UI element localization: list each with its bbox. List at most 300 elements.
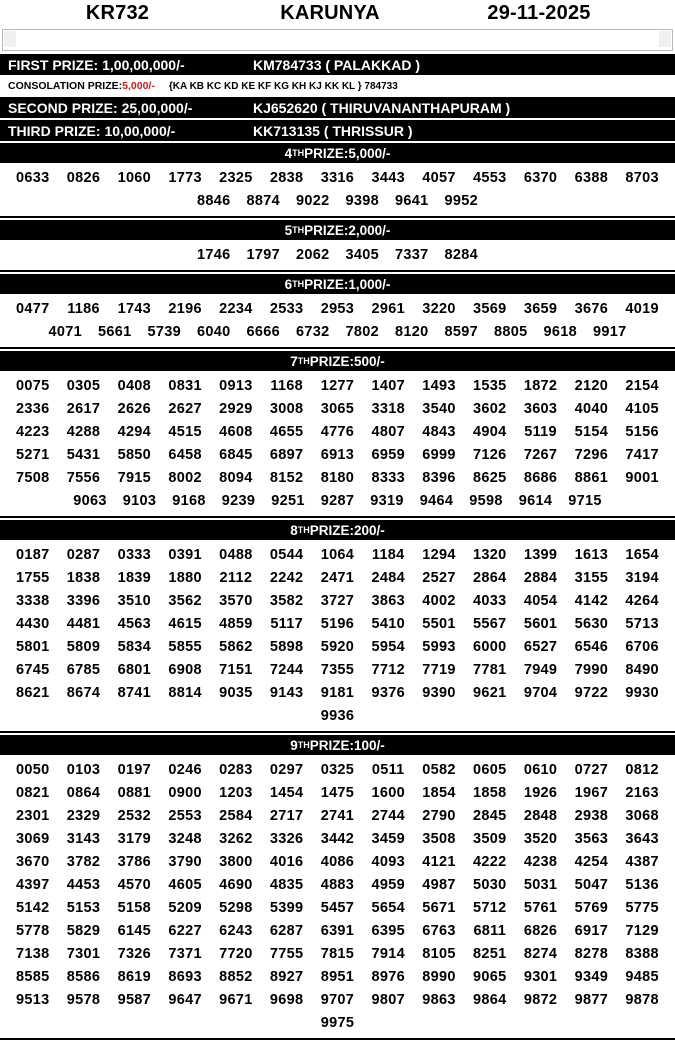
winning-number: 6732 (296, 324, 330, 340)
winning-number: 4222 (473, 854, 507, 870)
winning-number: 0544 (269, 547, 304, 563)
prize-numbers-7 (0, 372, 675, 516)
winning-number: 2336 (16, 401, 50, 417)
number-row (8, 375, 667, 398)
draw-code: KR732 (85, 2, 150, 24)
winning-number: 6917 (574, 923, 609, 939)
winning-number: 2329 (66, 808, 101, 824)
winning-number: 1203 (219, 785, 253, 801)
winning-number: 4288 (66, 424, 101, 440)
prize-heading-word: PRIZE: (304, 222, 349, 238)
winning-number: 8120 (395, 324, 429, 340)
winning-number: 5119 (524, 424, 557, 440)
winning-number: 3563 (574, 831, 609, 847)
prize-heading-word: PRIZE: (309, 353, 354, 369)
number-row (8, 544, 667, 567)
winning-number: 3443 (371, 170, 405, 186)
winning-number: 2112 (219, 570, 253, 586)
winning-number: 5671 (422, 900, 456, 916)
winning-number: 0408 (117, 378, 152, 394)
winning-number: 4071 (48, 324, 82, 340)
winning-number: 0831 (168, 378, 202, 394)
winning-number: 3442 (320, 831, 355, 847)
winning-number: 1064 (320, 547, 355, 563)
consolation-label: CONSOLATION PRIZE: (8, 80, 123, 92)
winning-number: 8852 (219, 969, 253, 985)
winning-number: 2532 (117, 808, 152, 824)
winning-number: 3790 (168, 854, 202, 870)
prize-ordinal: 6 (284, 276, 293, 292)
winning-number: 8693 (168, 969, 202, 985)
winning-number: 7267 (523, 447, 558, 463)
winning-number: 5993 (422, 639, 456, 655)
winning-number: 2584 (219, 808, 253, 824)
prize-ordinal: 9 (290, 737, 298, 753)
winning-number: 6845 (219, 447, 253, 463)
winning-number: 8619 (117, 969, 152, 985)
winning-number: 5654 (371, 900, 405, 916)
winning-number: 2929 (219, 401, 253, 417)
winning-number: 1926 (523, 785, 558, 801)
winning-number: 1854 (422, 785, 456, 801)
winning-number: 4430 (16, 616, 50, 632)
winning-number: 2845 (473, 808, 507, 824)
winning-number: 3727 (320, 593, 355, 609)
winning-number: 0305 (66, 378, 101, 394)
consolation-series: {KA KB KC KD KE KF KG KH KJ KK KL } 784733 (168, 80, 398, 92)
winning-number: 2062 (296, 247, 330, 263)
winning-number: 2242 (269, 570, 304, 586)
winning-number: 4690 (219, 877, 253, 893)
draw-date: 29-11-2025 (487, 2, 591, 24)
winning-number: 8686 (523, 470, 558, 486)
winning-number: 8278 (574, 946, 609, 962)
number-row (8, 1012, 667, 1035)
winning-number: 5809 (66, 639, 101, 655)
winning-number: 1743 (117, 301, 152, 317)
winning-number: 9936 (320, 708, 355, 724)
winning-number: 3396 (66, 593, 101, 609)
number-row (8, 190, 667, 213)
number-row (8, 920, 667, 943)
winning-number: 2234 (219, 301, 253, 317)
winning-number: 9239 (221, 493, 256, 509)
blank-separator-strip (2, 29, 673, 51)
winning-number: 5850 (117, 447, 152, 463)
winning-number: 8333 (371, 470, 405, 486)
winning-number: 4387 (625, 854, 659, 870)
prize-amount: 5,000/- (348, 145, 391, 161)
winning-number: 9864 (473, 992, 507, 1008)
winning-number: 9647 (168, 992, 202, 1008)
prize-amount: 100/- (354, 737, 385, 753)
winning-number: 8861 (574, 470, 609, 486)
winning-number: 8586 (66, 969, 101, 985)
winning-number: 2961 (371, 301, 405, 317)
winning-number: 9878 (625, 992, 659, 1008)
winning-number: 8990 (422, 969, 456, 985)
winning-number: 3008 (269, 401, 304, 417)
winning-number: 0605 (473, 762, 507, 778)
winning-number: 5030 (473, 877, 507, 893)
winning-number: 8388 (625, 946, 659, 962)
section-divider (0, 731, 675, 733)
first-prize-label: FIRST PRIZE: 1,00,00,000/- (8, 56, 185, 73)
prize-ordinal: 5 (284, 222, 293, 238)
winning-number: 5399 (269, 900, 304, 916)
winning-number: 7556 (66, 470, 101, 486)
prize-heading-7: 7 TH PRIZE: 500/- (0, 351, 675, 371)
winning-number: 3603 (523, 401, 558, 417)
winning-number: 3068 (625, 808, 659, 824)
winning-number: 8846 (197, 193, 231, 209)
winning-number: 6000 (473, 639, 507, 655)
second-prize-row (0, 97, 675, 118)
winning-number: 9390 (422, 685, 456, 701)
winning-number: 9863 (422, 992, 456, 1008)
winning-number: 3326 (269, 831, 304, 847)
winning-number: 4843 (422, 424, 456, 440)
winning-number: 5410 (371, 616, 405, 632)
winning-number: 4987 (422, 877, 456, 893)
winning-number: 9301 (523, 969, 558, 985)
winning-number: 9671 (219, 992, 253, 1008)
winning-number: 2325 (219, 170, 253, 186)
winning-number: 9143 (269, 685, 304, 701)
winning-number: 9715 (568, 493, 602, 509)
winning-number: 9035 (219, 685, 253, 701)
winning-number: 2717 (269, 808, 304, 824)
prize-heading-4: 4 TH PRIZE: 5,000/- (0, 143, 675, 163)
winning-number: 6999 (422, 447, 456, 463)
winning-number: 9598 (469, 493, 503, 509)
winning-number: 5713 (625, 616, 659, 632)
winning-number: 2196 (168, 301, 202, 317)
winning-number: 5601 (523, 616, 558, 632)
winning-number: 3509 (473, 831, 507, 847)
winning-number: 7720 (219, 946, 253, 962)
winning-number: 7337 (395, 247, 429, 263)
winning-number: 0391 (168, 547, 202, 563)
section-divider (0, 270, 675, 272)
winning-number: 0864 (66, 785, 101, 801)
number-row (8, 851, 667, 874)
winning-number: 3520 (523, 831, 558, 847)
winning-number: 8597 (444, 324, 478, 340)
winning-number: 4016 (269, 854, 304, 870)
number-row (8, 828, 667, 851)
winning-number: 2953 (320, 301, 355, 317)
winning-number: 6897 (269, 447, 304, 463)
winning-number: 9587 (117, 992, 152, 1008)
prize-section-4 (0, 143, 675, 218)
winning-number: 6040 (197, 324, 231, 340)
winning-number: 8585 (16, 969, 50, 985)
winning-number: 8274 (523, 946, 558, 962)
number-row (8, 897, 667, 920)
prize-heading-6: 6 TH PRIZE: 1,000/- (0, 274, 675, 294)
consolation-amount: 5,000/- (122, 80, 155, 92)
winning-number: 6745 (16, 662, 50, 678)
prize-ordinal: 8 (290, 522, 298, 538)
winning-number: 6801 (117, 662, 152, 678)
winning-number: 9376 (371, 685, 405, 701)
winning-number: 8741 (117, 685, 152, 701)
winning-number: 1600 (371, 785, 405, 801)
prize-ordinal: 7 (290, 353, 298, 369)
winning-number: 6145 (117, 923, 152, 939)
number-row (8, 244, 667, 267)
winning-number: 4859 (219, 616, 253, 632)
winning-number: 1277 (320, 378, 355, 394)
winning-number: 3676 (574, 301, 609, 317)
winning-number: 4397 (16, 877, 50, 893)
winning-number: 8105 (422, 946, 456, 962)
winning-number: 4238 (523, 854, 558, 870)
winning-number: 1186 (67, 301, 100, 317)
winning-number: 5153 (66, 900, 101, 916)
winning-number: 9621 (473, 685, 507, 701)
number-row (8, 467, 667, 490)
winning-number: 8490 (625, 662, 659, 678)
section-divider (0, 347, 675, 349)
prize-numbers-5 (0, 241, 675, 270)
winning-number: 3670 (16, 854, 50, 870)
winning-number: 5298 (219, 900, 253, 916)
winning-number: 3248 (168, 831, 202, 847)
winning-number: 8180 (320, 470, 355, 486)
winning-number: 9287 (320, 493, 355, 509)
winning-number: 8814 (168, 685, 202, 701)
winning-number: 4057 (422, 170, 456, 186)
winning-number: 3143 (66, 831, 101, 847)
winning-number: 7915 (117, 470, 152, 486)
winning-number: 7949 (523, 662, 558, 678)
winning-number: 3405 (345, 247, 379, 263)
winning-number: 6785 (66, 662, 101, 678)
number-row (8, 705, 667, 728)
winning-number: 1872 (523, 378, 558, 394)
winning-number: 4608 (219, 424, 253, 440)
prize-numbers-6 (0, 295, 675, 347)
prize-section-8 (0, 520, 675, 733)
winning-number: 3786 (117, 854, 152, 870)
third-prize-row (0, 120, 675, 141)
winning-number: 7755 (269, 946, 304, 962)
section-divider (0, 216, 675, 218)
winning-number: 0633 (16, 170, 50, 186)
winning-number: 0610 (523, 762, 558, 778)
winning-number: 9513 (16, 992, 50, 1008)
winning-number: 6826 (523, 923, 558, 939)
winning-number: 5761 (523, 900, 558, 916)
winning-number: 5775 (625, 900, 659, 916)
winning-number: 4294 (117, 424, 152, 440)
winning-number: 4515 (168, 424, 202, 440)
winning-number: 9614 (518, 493, 553, 509)
number-row (8, 613, 667, 636)
first-prize-row (0, 54, 675, 75)
winning-number: 5834 (117, 639, 152, 655)
winning-number: 2938 (574, 808, 609, 824)
winning-number: 7296 (574, 447, 609, 463)
prize-section-7 (0, 351, 675, 518)
winning-number: 5501 (422, 616, 456, 632)
winning-number: 2617 (66, 401, 101, 417)
winning-number: 6811 (473, 923, 507, 939)
prize-numbers-4 (0, 164, 675, 216)
winning-number: 5196 (320, 616, 355, 632)
winning-number: 6388 (574, 170, 609, 186)
winning-number: 8152 (269, 470, 304, 486)
winning-number: 6458 (168, 447, 202, 463)
winning-number: 8927 (269, 969, 304, 985)
winning-number: 2533 (269, 301, 304, 317)
winning-number: 8396 (422, 470, 456, 486)
winning-number: 4254 (574, 854, 609, 870)
prize-ordinal: 4 (284, 145, 293, 161)
winning-number: 4563 (117, 616, 152, 632)
winning-number: 3155 (574, 570, 609, 586)
winning-number: 9464 (419, 493, 454, 509)
winning-number: 6527 (523, 639, 558, 655)
winning-number: 0582 (422, 762, 456, 778)
winning-number: 7508 (16, 470, 50, 486)
winning-number: 2527 (422, 570, 456, 586)
prize-heading-word: PRIZE: (309, 522, 354, 538)
winning-number: 9168 (172, 493, 206, 509)
winning-number: 3069 (16, 831, 50, 847)
first-prize-ticket: KM784733 ( PALAKKAD ) (253, 56, 420, 73)
winning-number: 5142 (16, 900, 50, 916)
winning-number: 4553 (473, 170, 507, 186)
winning-number: 5829 (66, 923, 101, 939)
winning-number: 5954 (371, 639, 405, 655)
winning-number: 9618 (543, 324, 577, 340)
winning-number: 3338 (16, 593, 50, 609)
winning-number: 5271 (16, 447, 50, 463)
winning-number: 8621 (16, 685, 50, 701)
winning-number: 3562 (168, 593, 202, 609)
strip-right-nub (659, 31, 671, 47)
winning-number: 4086 (320, 854, 355, 870)
winning-number: 4040 (574, 401, 609, 417)
winning-number: 9807 (371, 992, 405, 1008)
winning-number: 8094 (219, 470, 253, 486)
winning-number: 5047 (574, 877, 609, 893)
winning-number: 9001 (625, 470, 659, 486)
winning-number: 1654 (625, 547, 659, 563)
winning-number: 4093 (371, 854, 405, 870)
winning-number: 1168 (270, 378, 303, 394)
winning-number: 2553 (168, 808, 202, 824)
winning-number: 0287 (66, 547, 101, 563)
winning-number: 7371 (168, 946, 202, 962)
winning-number: 0826 (66, 170, 101, 186)
winning-number: 9578 (66, 992, 101, 1008)
winning-number: 9952 (444, 193, 478, 209)
winning-number: 5898 (269, 639, 304, 655)
winning-number: 3459 (371, 831, 405, 847)
winning-number: 6395 (371, 923, 405, 939)
winning-number: 9698 (269, 992, 304, 1008)
winning-number: 1535 (473, 378, 507, 394)
winning-number: 6546 (574, 639, 609, 655)
winning-number: 5156 (625, 424, 659, 440)
winning-number: 8976 (371, 969, 405, 985)
winning-number: 1746 (197, 247, 231, 263)
winning-number: 3065 (320, 401, 355, 417)
winning-number: 5031 (523, 877, 558, 893)
winning-number: 6370 (523, 170, 558, 186)
number-row (8, 782, 667, 805)
winning-number: 4883 (320, 877, 355, 893)
winning-number: 2120 (574, 378, 609, 394)
winning-number: 4835 (269, 877, 304, 893)
winning-number: 5739 (147, 324, 181, 340)
winning-number: 0727 (574, 762, 609, 778)
winning-number: 5154 (574, 424, 609, 440)
winning-number: 3316 (320, 170, 355, 186)
winning-number: 4605 (168, 877, 202, 893)
winning-number: 5567 (473, 616, 507, 632)
winning-number: 7914 (371, 946, 405, 962)
number-row (8, 989, 667, 1012)
winning-number: 3318 (371, 401, 405, 417)
winning-number: 3194 (625, 570, 659, 586)
winning-number: 0913 (219, 378, 253, 394)
number-row (8, 444, 667, 467)
winning-number: 3782 (66, 854, 101, 870)
winning-number: 4264 (625, 593, 659, 609)
winning-number: 0821 (16, 785, 50, 801)
winning-number: 4105 (625, 401, 659, 417)
winning-number: 7990 (574, 662, 609, 678)
number-row (8, 490, 667, 513)
winning-number: 2744 (371, 808, 405, 824)
winning-number: 3659 (523, 301, 558, 317)
winning-number: 7802 (345, 324, 379, 340)
winning-number: 6908 (168, 662, 202, 678)
winning-number: 2790 (422, 808, 456, 824)
prize-amount: 500/- (354, 353, 385, 369)
winning-number: 6913 (320, 447, 355, 463)
winning-number: 6763 (422, 923, 456, 939)
second-prize-ticket: KJ652620 ( THIRUVANANTHAPURAM ) (253, 99, 511, 116)
number-row (8, 659, 667, 682)
winning-number: 1493 (422, 378, 456, 394)
winning-number: 1613 (574, 547, 609, 563)
winning-number: 0325 (320, 762, 355, 778)
prize-heading-word: PRIZE: (304, 276, 349, 292)
winning-number: 7712 (371, 662, 405, 678)
winning-number: 7151 (219, 662, 253, 678)
winning-number: 1880 (168, 570, 202, 586)
winning-number: 6959 (371, 447, 405, 463)
prize-sections-container (0, 143, 675, 1040)
number-row (8, 590, 667, 613)
winning-number: 9707 (320, 992, 355, 1008)
number-row (8, 874, 667, 897)
winning-number: 0283 (219, 762, 253, 778)
winning-number: 2471 (320, 570, 355, 586)
winning-number: 9398 (345, 193, 379, 209)
winning-number: 5431 (66, 447, 101, 463)
winning-number: 5712 (473, 900, 507, 916)
winning-number: 9485 (625, 969, 659, 985)
winning-number: 9872 (523, 992, 558, 1008)
prize-section-5 (0, 220, 675, 272)
